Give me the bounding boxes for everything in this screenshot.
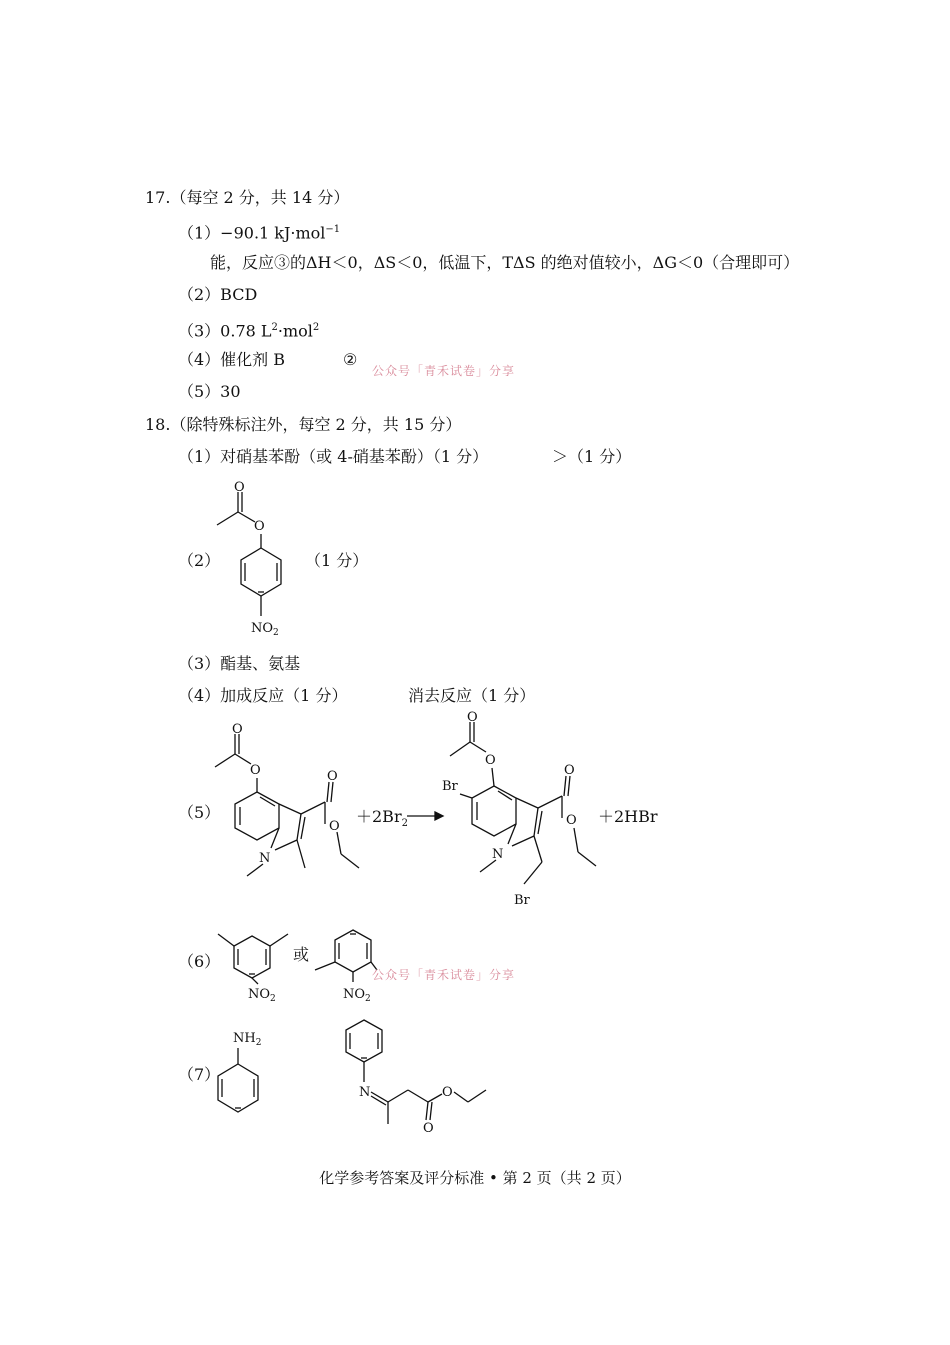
svg-text:O: O — [234, 480, 245, 495]
q17-heading: 17.（每空 2 分，共 14 分） — [145, 188, 350, 207]
svg-text:O: O — [250, 763, 261, 778]
svg-text:N: N — [259, 851, 271, 866]
svg-text:NO2: $NO_2$ — [248, 987, 276, 1004]
q18-answer-2-label: （2） — [178, 551, 221, 570]
svg-text:O: O — [442, 1085, 453, 1100]
structure-indole-product — [438, 712, 608, 912]
q17-answer-1-explanation: 能，反应③的ΔH＜0，ΔS＜0，低温下，TΔS 的绝对值较小，ΔG＜0（合理即可） — [210, 253, 800, 272]
q18-answer-6-or: 或 — [293, 945, 310, 964]
svg-text:O: O — [564, 763, 575, 778]
svg-text:NO2: $NO_2$ — [251, 621, 279, 638]
svg-text:O: O — [485, 753, 496, 768]
watermark: 公众号「青禾试卷」分享 — [372, 968, 516, 982]
page-footer: 化学参考答案及评分标准 • 第 2 页（共 2 页） — [319, 1169, 631, 1187]
product-2hbr: ＋2HBr — [598, 807, 658, 826]
q18-answer-5-label: （5） — [178, 803, 221, 822]
structure-3-5-dimethylnitrobenzene — [212, 918, 302, 1003]
svg-text:NO2: $NO_2$ — [343, 987, 371, 1004]
svg-text:O: O — [423, 1121, 434, 1136]
q17-answer-1: （1）−90.1 kJ·mol$^{-1}$ — [178, 223, 341, 243]
structure-indole-reactant — [205, 722, 365, 902]
q18-heading: 18.（除特殊标注外，每空 2 分，共 15 分） — [145, 415, 462, 434]
structure-4-nitrophenyl-acetate — [205, 480, 305, 640]
watermark: 公众号「青禾试卷」分享 — [372, 364, 516, 378]
q17-answer-3: （3）0.78 $L^2\cdot mol^2$ — [178, 321, 320, 341]
q18-answer-4-b: 消去反应（1 分） — [408, 686, 536, 705]
q17-answer-2: （2）BCD — [178, 285, 258, 304]
structure-2-6-dimethylnitrobenzene — [305, 918, 385, 1003]
svg-text:Br: Br — [442, 779, 458, 794]
svg-text:N: N — [359, 1085, 371, 1100]
q18-answer-3: （3）酯基、氨基 — [178, 654, 301, 673]
q18-answer-6-label: （6） — [178, 952, 221, 971]
q17-answer-4-b: ② — [343, 350, 358, 369]
svg-text:O: O — [232, 722, 243, 737]
q17-answer-5: （5）30 — [178, 382, 241, 401]
q18-answer-7-label: （7） — [178, 1065, 221, 1084]
svg-text:O: O — [329, 819, 340, 834]
q18-answer-1-b: ＞（1 分） — [552, 447, 632, 466]
q17-answer-4: （4）催化剂 B — [178, 350, 286, 369]
svg-text:N: N — [492, 847, 504, 862]
structure-aniline — [210, 1028, 280, 1143]
svg-text:NH2: $NH_2$ — [233, 1031, 262, 1048]
q18-answer-1: （1）对硝基苯酚（或 4-硝基苯酚）（1 分） — [178, 447, 489, 466]
svg-text:O: O — [566, 813, 577, 828]
reagent-2br2: $+2Br_2$ — [356, 807, 408, 830]
svg-text:O: O — [467, 710, 478, 725]
structure-imine-ester — [330, 1012, 500, 1137]
q18-answer-4-a: （4）加成反应（1 分） — [178, 686, 348, 705]
q18-answer-2-score: （1 分） — [305, 551, 369, 570]
svg-text:O: O — [254, 519, 265, 534]
svg-text:O: O — [327, 769, 338, 784]
svg-text:Br: Br — [514, 893, 530, 908]
